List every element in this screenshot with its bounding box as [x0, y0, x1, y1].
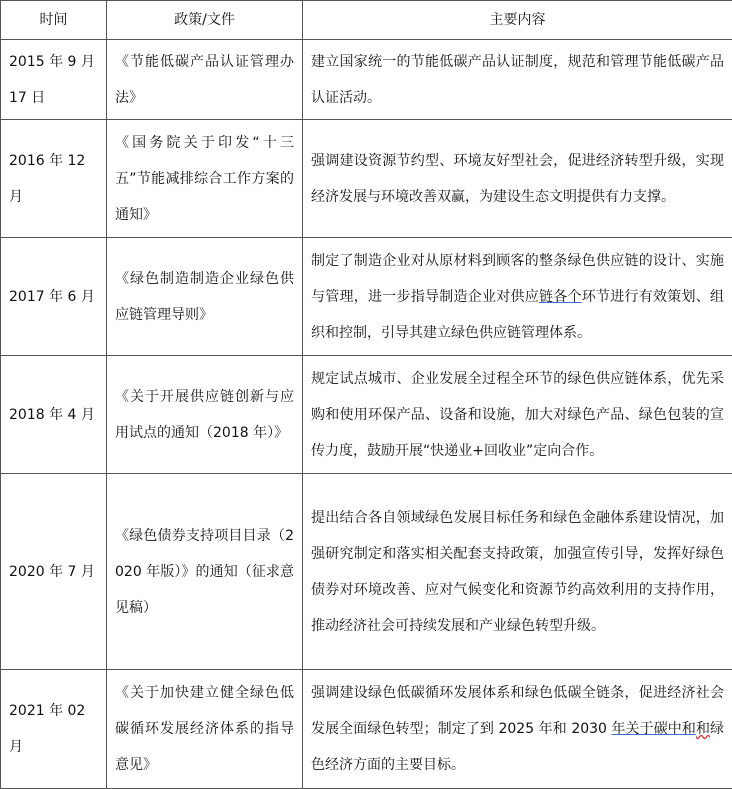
table-row [1, 356, 732, 474]
content-wavy-text: 和 [695, 721, 711, 737]
cell-time: 2017 年 6 月 [1, 238, 107, 356]
header-content: 主要内容 [303, 1, 732, 40]
cell-time: 2021 年 02 月 [1, 670, 107, 789]
table-row [1, 238, 732, 356]
cell-content: 提出结合各自领域绿色发展目标任务和绿色金融体系建设情况，加强研究制定和落实相关配套支持政策，加强宣传引导，发挥好绿色债券对环境改善、应对气候变化和资源节约高效利用的支持作用，推动经济社会可持续发展和产业绿色转型升级。 [303, 474, 732, 670]
content-underlined-text: 链各个 [539, 288, 582, 305]
cell-content: 规定试点城市、企业发展全过程全环节的绿色供应链体系，优先采购和使用环保产品、设备和设施，加大对绿色产品、绿色包装的宣传力度，鼓励开展“快递业+回收业”定向合作。 [303, 356, 732, 474]
content-text: 绿色经济方面的主要目标。 [311, 721, 725, 773]
cell-policy: 《绿色制造制造企业绿色供应链管理导则》 [107, 238, 303, 356]
cell-content [303, 238, 732, 356]
content-text: 强调建设绿色低碳循环发展体系和绿色低碳全链条，促进经济社会发展全面绿色转型；制定了到 2025 年和 2030 [311, 685, 724, 737]
cell-content: 强调建设资源节约型、环境友好型社会，促进经济转型升级，实现经济发展与环境改善双赢，为建设生态文明提供有力支撑。 [303, 120, 732, 238]
cell-content [303, 670, 732, 789]
cell-time: 2020 年 7 月 [1, 474, 107, 670]
content-underlined-text: 年关于碳中和 [611, 721, 696, 737]
cell-time: 2016 年 12 月 [1, 120, 107, 238]
table-row [1, 120, 732, 238]
table-row [1, 40, 732, 120]
table-header-row [1, 1, 732, 40]
cell-policy: 《国务院关于印发“十三五”节能减排综合工作方案的通知》 [107, 120, 303, 238]
cell-policy: 《关于开展供应链创新与应用试点的通知（2018 年）》 [107, 356, 303, 474]
cell-policy: 《节能低碳产品认证管理办法》 [107, 40, 303, 120]
cell-policy: 《关于加快建立健全绿色低碳循环发展经济体系的指导意见》 [107, 670, 303, 789]
content-text: 制定了制造企业对从原材料到顾客的整条绿色供应链的设计、实施与管理，进一步指导制造企业对供应 [311, 252, 724, 305]
table-row [1, 474, 732, 670]
cell-time: 2018 年 4 月 [1, 356, 107, 474]
table-row [1, 670, 732, 789]
header-policy: 政策/文件 [107, 1, 303, 40]
header-time: 时间 [1, 1, 107, 40]
content-text: 环节进行有效策划、组织和控制，引导其建立绿色供应链管理体系。 [311, 288, 724, 341]
cell-content: 建立国家统一的节能低碳产品认证制度，规范和管理节能低碳产品认证活动。 [303, 40, 732, 120]
cell-policy: 《绿色债券支持项目目录（2020 年版）》的通知（征求意见稿） [107, 474, 303, 670]
cell-time: 2015 年 9 月 17 日 [1, 40, 107, 120]
